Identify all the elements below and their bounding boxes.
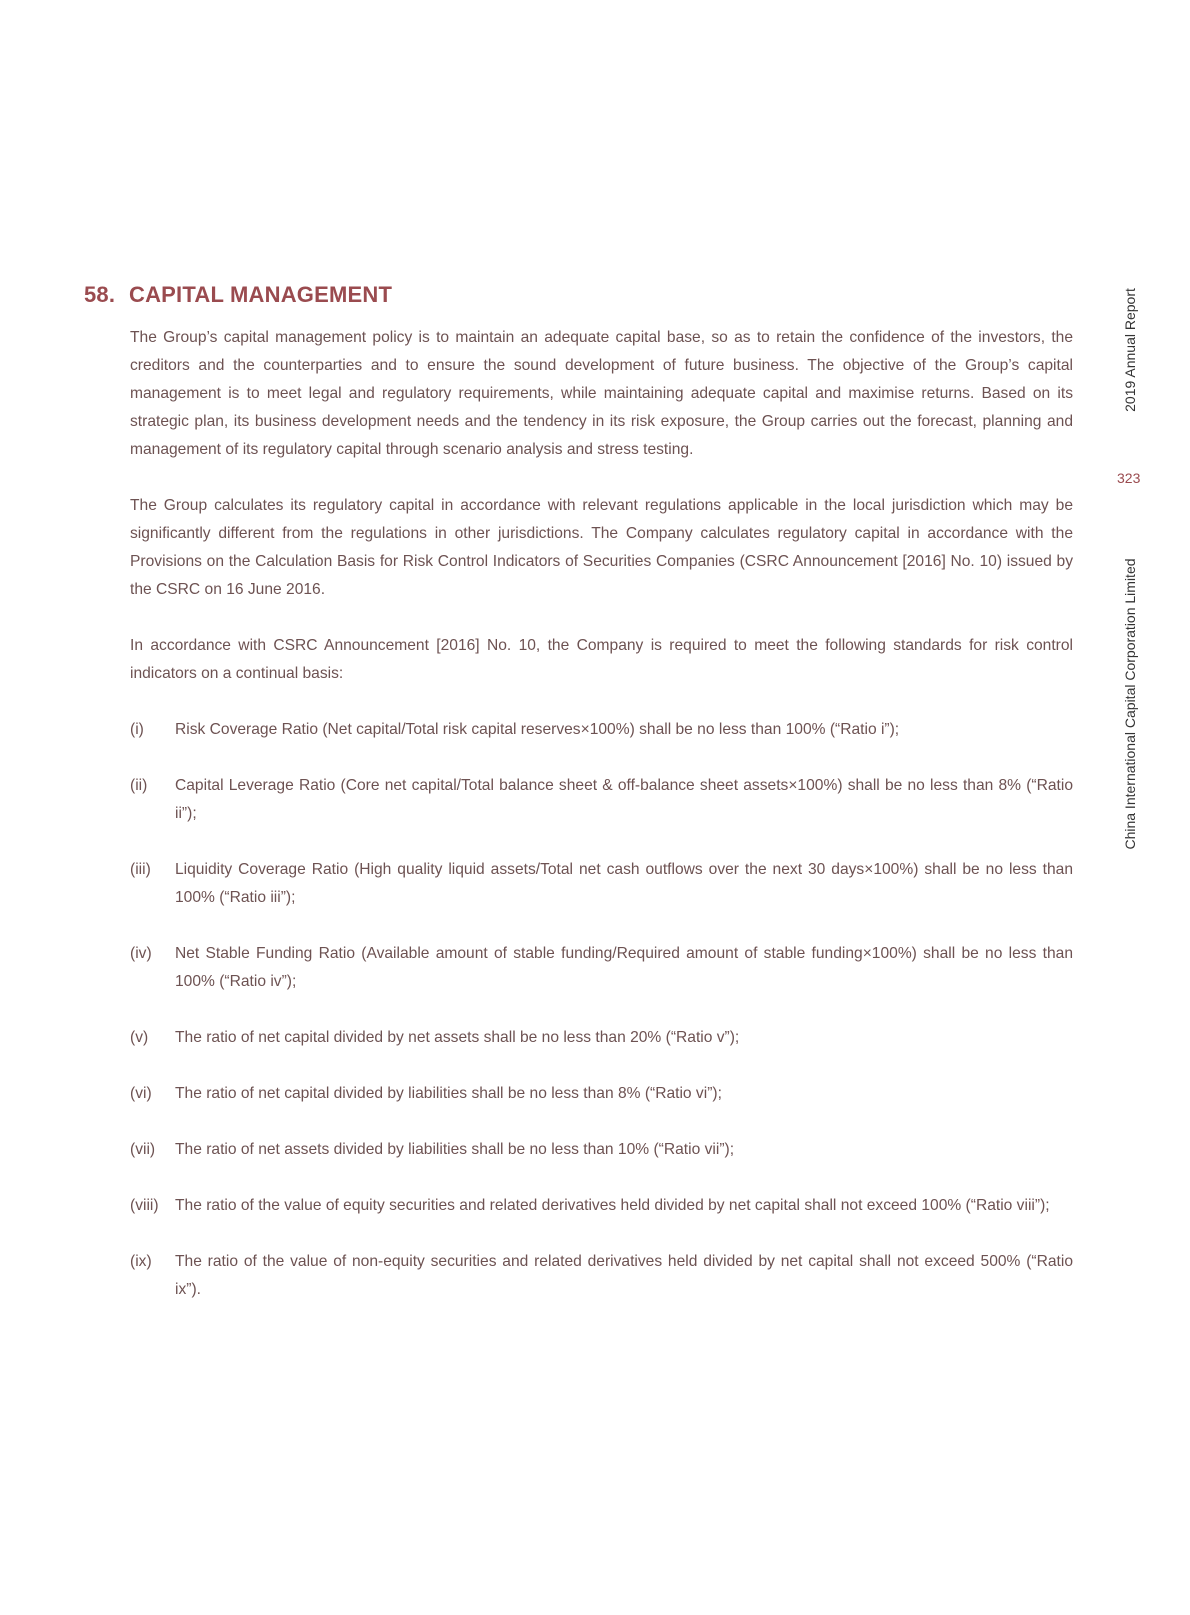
list-item-text: The ratio of net capital divided by liabilities shall be no less than 8% (“Ratio vi”); [175,1085,722,1102]
list-item-label: (iv) [130,945,152,962]
section-heading [84,282,392,308]
list-item [130,940,1073,996]
list-item-text: Risk Coverage Ratio (Net capital/Total risk capital reserves×100%) shall be no less than 100% (“Ratio i”); [175,721,900,738]
list-item-label: (ix) [130,1253,152,1270]
list-item-text: The ratio of net assets divided by liabilities shall be no less than 10% (“Ratio vii”); [175,1141,735,1158]
list-item-text: Capital Leverage Ratio (Core net capital/Total balance sheet & off-balance sheet assets×100%) shall be no less than 8% (“Ratio ii”); [175,777,1073,822]
running-header-report: 2019 Annual Report [1122,288,1138,412]
list-item-label: (vi) [130,1085,152,1102]
section-body [130,324,1073,1332]
list-item [130,1192,1073,1220]
list-item-text: The ratio of the value of equity securities and related derivatives held divided by net capital shall not exceed 100% (“Ratio viii”); [175,1197,1050,1214]
list-item-label: (vii) [130,1141,156,1158]
list-item [130,1024,1073,1052]
list-item [130,856,1073,912]
running-header-company: China International Capital Corporation Limited [1122,558,1138,850]
list-item-label: (ii) [130,777,148,794]
list-item-label: (viii) [130,1197,159,1214]
list-item-text: Liquidity Coverage Ratio (High quality liquid assets/Total net cash outflows over the next 30 days×100%) shall be no less than 100% (“Ratio iii”); [175,861,1073,906]
list-item-label: (v) [130,1029,149,1046]
list-item-label: (iii) [130,861,151,878]
list-item [130,1136,1073,1164]
list-item-text: The ratio of net capital divided by net assets shall be no less than 20% (“Ratio v”); [175,1029,740,1046]
list-item [130,716,1073,744]
section-title: CAPITAL MANAGEMENT [129,282,393,307]
list-item-label: (i) [130,721,144,738]
list-item-text: The ratio of the value of non-equity securities and related derivatives held divided by net capital shall not exceed 500% (“Ratio ix”). [175,1253,1073,1298]
list-item [130,1248,1073,1304]
paragraph: In accordance with CSRC Announcement [2016] No. 10, the Company is required to meet the following standards for risk control indicators on a continual basis: [130,637,1073,682]
paragraph: The Group calculates its regulatory capital in accordance with relevant regulations applicable in the local jurisdiction which may be significantly different from the regulations in other jurisdictions. The Company calculates regulatory capital in accordance with the Provisions on the Calculation Basis for Risk Control Indicators of Securities Companies (CSRC Announcement [2016] No. 10) issued by the CSRC on 16 June 2016. [130,497,1073,598]
list-item [130,772,1073,828]
section-number: 58. [84,282,116,307]
page-number: 323 [1117,470,1141,486]
list-item [130,1080,1073,1108]
list-item-text: Net Stable Funding Ratio (Available amount of stable funding/Required amount of stable funding×100%) shall be no less than 100% (“Ratio iv”); [175,945,1073,990]
paragraph: The Group’s capital management policy is to maintain an adequate capital base, so as to retain the confidence of the investors, the creditors and the counterparties and to ensure the sound development of future business. The objective of the Group’s capital management is to meet legal and regulatory requirements, while maintaining adequate capital and maximise returns. Based on its strategic plan, its business development needs and the tendency in its risk exposure, the Group carries out the forecast, planning and management of its regulatory capital through scenario analysis and stress testing. [130,329,1073,458]
